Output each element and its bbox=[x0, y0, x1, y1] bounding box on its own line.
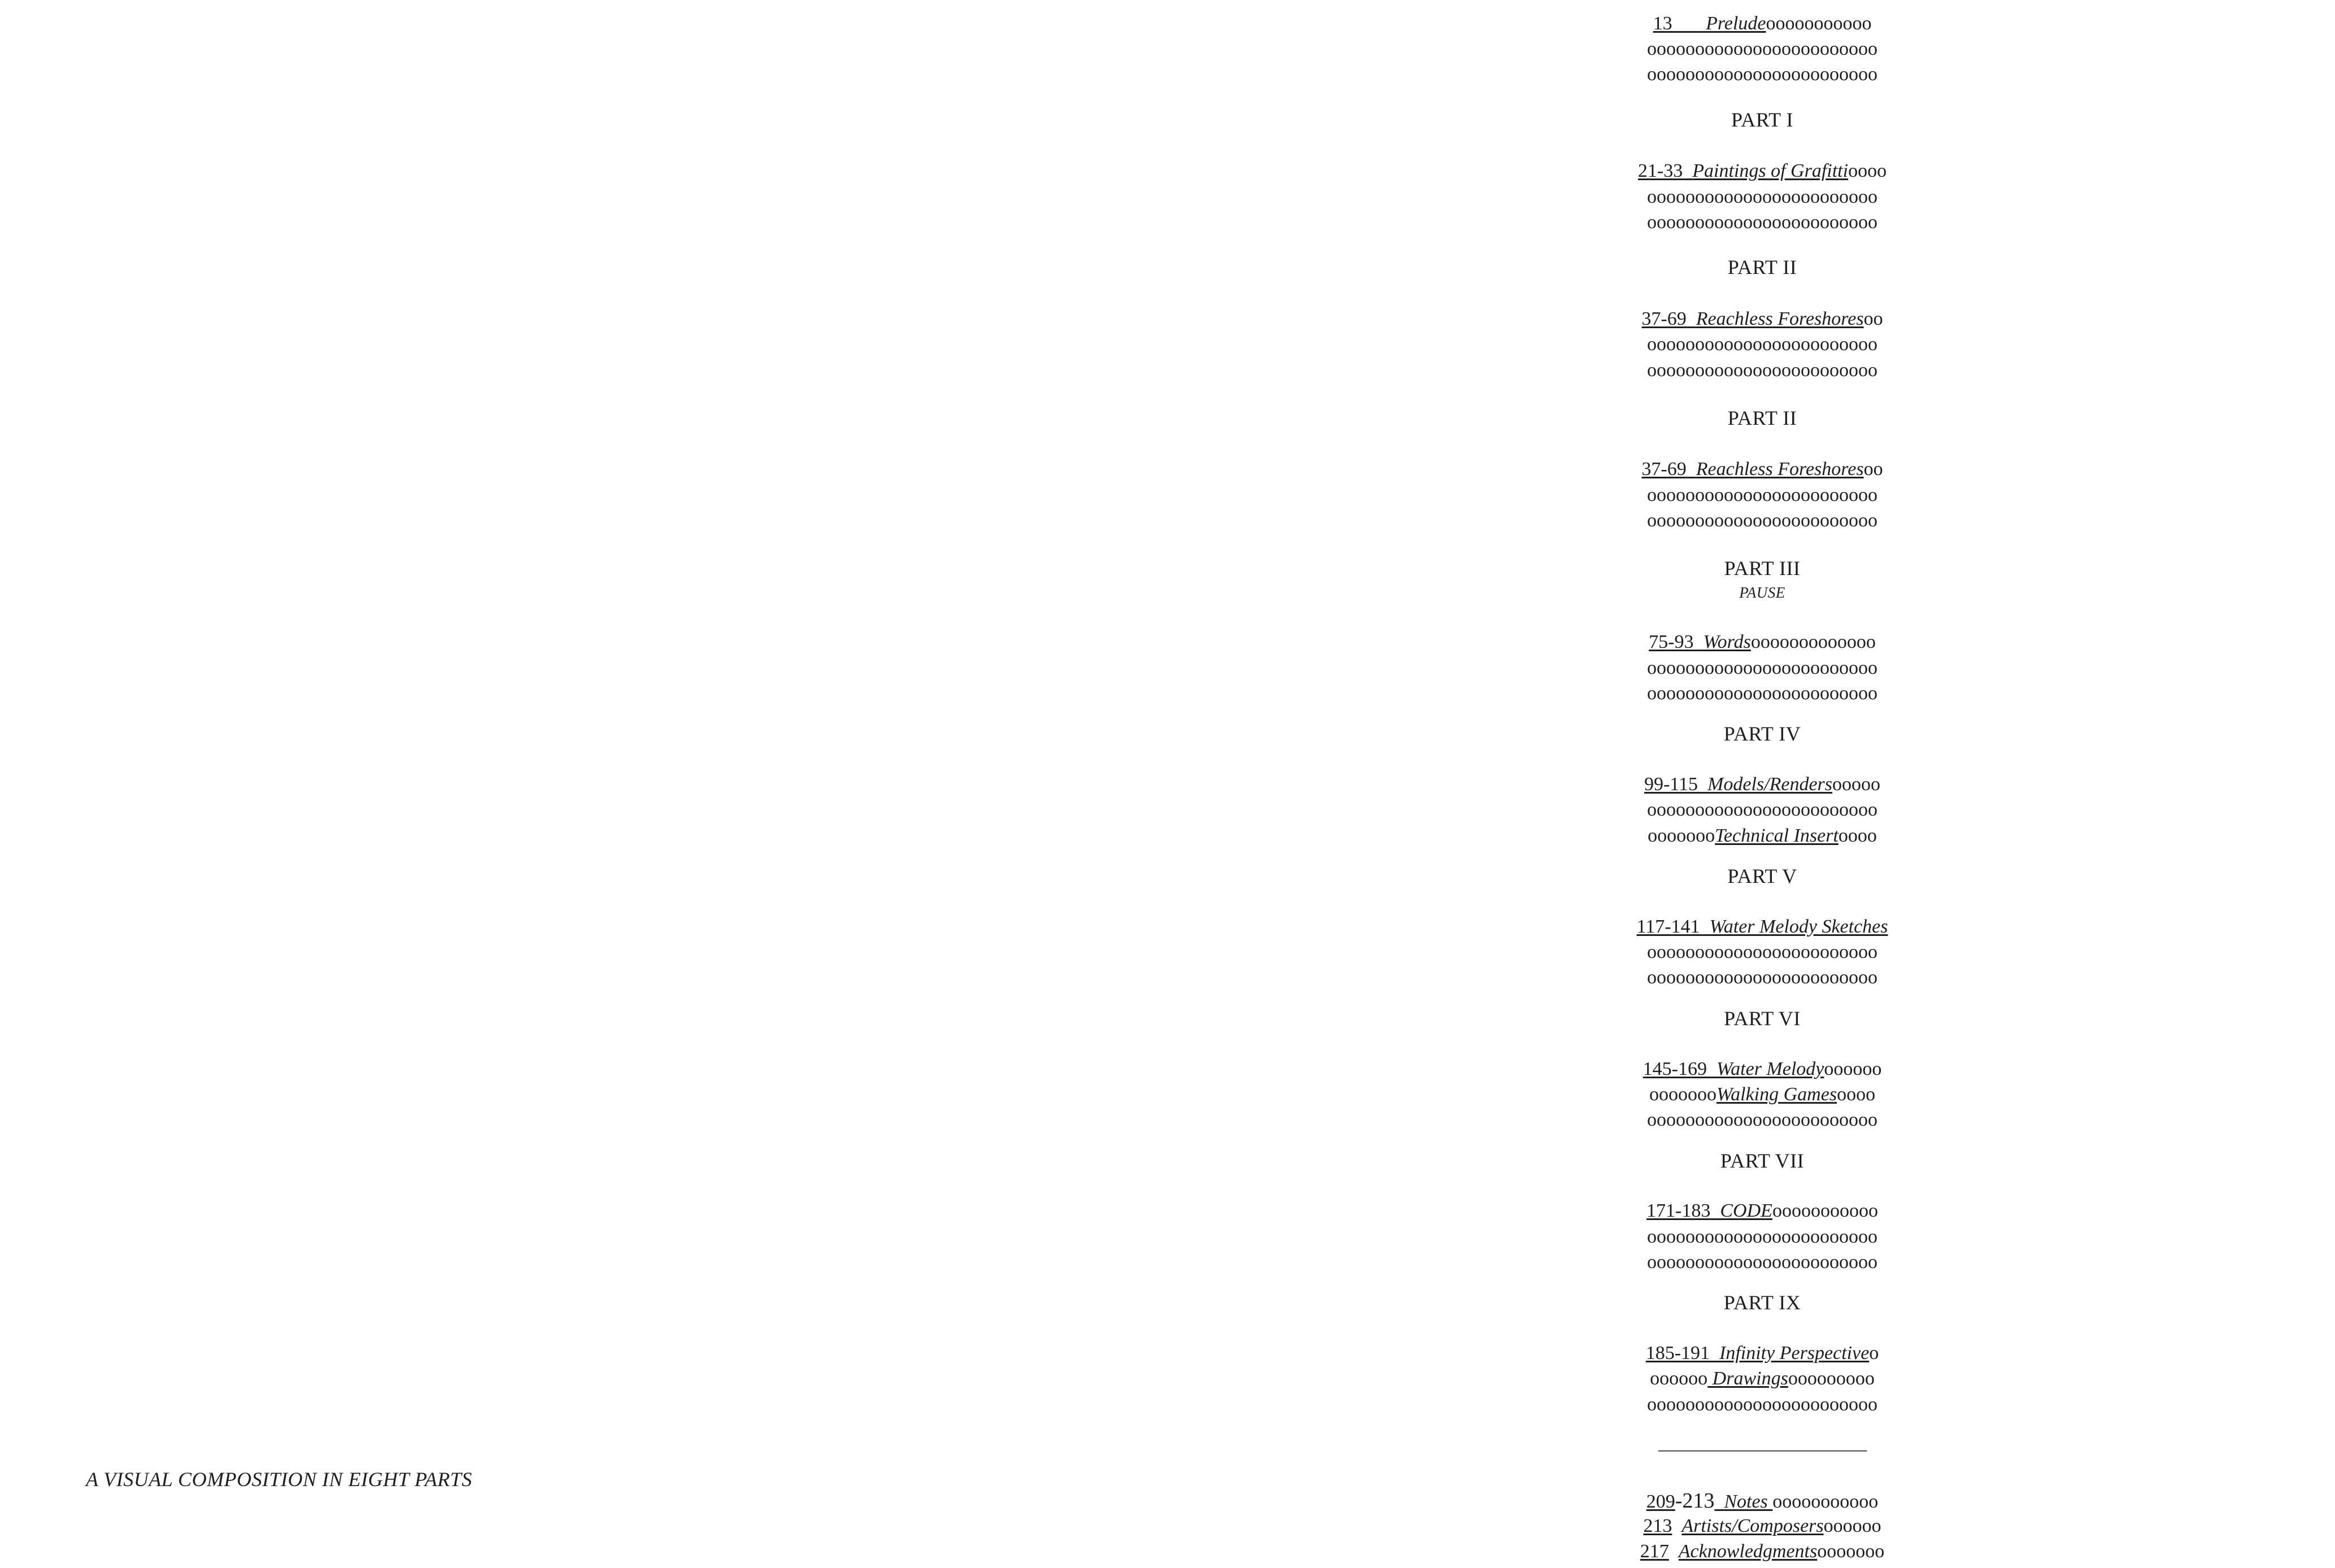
part-heading: PART IX bbox=[1723, 1291, 1801, 1314]
part-heading: PART II bbox=[1727, 407, 1797, 429]
toc-entry-part5[interactable] bbox=[1635, 916, 1889, 938]
toc-page-number: 99-115 bbox=[1644, 774, 1698, 795]
toc-entry-technical-insert[interactable] bbox=[1635, 825, 1889, 847]
toc-leader: ooooooo bbox=[1817, 1541, 1885, 1562]
toc-leader-row: oooooooooooooooooooooooo bbox=[1647, 942, 1877, 962]
toc-page-number: 13 bbox=[1653, 13, 1672, 34]
toc-title: Prelude bbox=[1706, 13, 1766, 34]
toc-page-number: 117-141 bbox=[1636, 916, 1700, 937]
toc-entry-walking-games[interactable] bbox=[1635, 1083, 1889, 1106]
toc-page-number: 37-69 bbox=[1641, 308, 1687, 329]
toc-leader: ooooooooooo bbox=[1772, 1200, 1878, 1221]
toc-entry-artists-composers[interactable] bbox=[1635, 1515, 1889, 1537]
toc-page-number: 209 bbox=[1646, 1491, 1675, 1512]
toc-entry-part4[interactable] bbox=[1635, 773, 1889, 796]
toc-page-number: 37-69 bbox=[1641, 459, 1687, 480]
table-of-contents bbox=[1635, 0, 1889, 1568]
toc-page-number: -213 bbox=[1675, 1489, 1715, 1513]
toc-page-number: 217 bbox=[1640, 1541, 1669, 1562]
toc-title: Reachless Foreshores bbox=[1696, 459, 1864, 480]
toc-leader: ooooooooooooo bbox=[1750, 631, 1876, 652]
toc-page-number: 21-33 bbox=[1637, 160, 1683, 181]
part-heading: PART V bbox=[1727, 865, 1797, 887]
toc-page-number: 185-191 bbox=[1645, 1343, 1710, 1364]
toc-title: Acknowledgments bbox=[1678, 1541, 1818, 1562]
toc-leader: ooooooo bbox=[1649, 1084, 1717, 1105]
toc-page-number: 171-183 bbox=[1646, 1200, 1711, 1221]
toc-entry-part1[interactable] bbox=[1635, 160, 1889, 182]
toc-title: CODE bbox=[1720, 1200, 1772, 1221]
toc-leader-row: oooooooooooooooooooooooo bbox=[1647, 64, 1877, 85]
toc-leader: ooooooooooo bbox=[1772, 1491, 1879, 1512]
toc-leader: ooooooooooo bbox=[1766, 13, 1872, 34]
toc-leader: ooooooo bbox=[1648, 825, 1715, 846]
toc-entry-part9[interactable] bbox=[1635, 1342, 1889, 1365]
toc-leader: oo bbox=[1863, 308, 1883, 329]
toc-leader-row: oooooooooooooooooooooooo bbox=[1647, 510, 1877, 531]
toc-leader-row: oooooooooooooooooooooooo bbox=[1647, 967, 1877, 988]
toc-leader-row: oooooooooooooooooooooooo bbox=[1647, 485, 1877, 506]
toc-leader-row: oooooooooooooooooooooooo bbox=[1647, 360, 1877, 381]
toc-entry-part3[interactable] bbox=[1635, 631, 1889, 654]
toc-page-number: 213 bbox=[1643, 1515, 1672, 1536]
toc-title: Infinity Perspective bbox=[1719, 1343, 1870, 1364]
toc-leader-row: oooooooooooooooooooooooo bbox=[1647, 657, 1877, 678]
toc-entry-part6[interactable] bbox=[1635, 1058, 1889, 1081]
part-subheading: PAUSE bbox=[1739, 584, 1785, 601]
toc-leader-row: oooooooooooooooooooooooo bbox=[1647, 1226, 1877, 1247]
toc-leader-row: oooooooooooooooooooooooo bbox=[1647, 1252, 1877, 1273]
toc-gap bbox=[1672, 13, 1706, 34]
toc-title: Water Melody Sketches bbox=[1709, 916, 1888, 937]
book-tagline: A VISUAL COMPOSITION IN EIGHT PARTS bbox=[86, 1468, 472, 1491]
toc-leader-row: oooooooooooooooooooooooo bbox=[1647, 186, 1877, 207]
toc-page-number: 75-93 bbox=[1649, 631, 1694, 652]
toc-entry-part2-repeat[interactable] bbox=[1635, 458, 1889, 481]
toc-title: Paintings of Grafitti bbox=[1692, 160, 1849, 181]
toc-title: Technical Insert bbox=[1715, 825, 1839, 846]
toc-title: Artists/Composers bbox=[1681, 1515, 1824, 1536]
toc-leader-row: oooooooooooooooooooooooo bbox=[1647, 212, 1877, 233]
toc-leader: ooooooooo bbox=[1788, 1368, 1875, 1389]
toc-leader-row: oooooooooooooooooooooooo bbox=[1647, 1109, 1877, 1130]
toc-leader: o bbox=[1869, 1343, 1879, 1364]
part-heading: PART VII bbox=[1720, 1149, 1805, 1172]
toc-title: Models/Renders bbox=[1707, 774, 1832, 795]
part-heading: PART VI bbox=[1724, 1007, 1801, 1030]
toc-entry-acknowledgments[interactable] bbox=[1635, 1540, 1889, 1563]
toc-leader-row: oooooooooooooooooooooooo bbox=[1647, 799, 1877, 820]
toc-title: Walking Games bbox=[1716, 1084, 1837, 1105]
toc-title: Words bbox=[1703, 631, 1751, 652]
part-heading: PART IV bbox=[1723, 722, 1801, 745]
toc-title: Notes bbox=[1724, 1491, 1773, 1512]
toc-entry-notes[interactable] bbox=[1635, 1489, 1889, 1512]
toc-title: Water Melody bbox=[1716, 1059, 1824, 1079]
toc-leader: oo bbox=[1863, 459, 1883, 480]
toc-leader: oooo bbox=[1838, 825, 1877, 846]
toc-leader: ooooo bbox=[1832, 774, 1880, 795]
toc-title: Drawings bbox=[1707, 1368, 1788, 1389]
toc-page-number: 145-169 bbox=[1643, 1059, 1707, 1079]
toc-leader: oooooo bbox=[1824, 1059, 1882, 1079]
toc-leader: oooooo bbox=[1650, 1368, 1708, 1389]
toc-entry-part2[interactable] bbox=[1635, 308, 1889, 330]
toc-leader-row: oooooooooooooooooooooooo bbox=[1647, 1394, 1877, 1415]
toc-leader: oooo bbox=[1837, 1084, 1876, 1105]
toc-leader: oooooo bbox=[1823, 1515, 1881, 1536]
toc-entry-part7[interactable] bbox=[1635, 1200, 1889, 1222]
toc-title: Reachless Foreshores bbox=[1696, 308, 1864, 329]
toc-leader: oooo bbox=[1848, 160, 1887, 181]
toc-entry-drawings[interactable] bbox=[1635, 1367, 1889, 1390]
part-heading: PART II bbox=[1727, 256, 1797, 278]
part-heading: PART III bbox=[1724, 557, 1801, 580]
toc-leader-row: oooooooooooooooooooooooo bbox=[1647, 334, 1877, 355]
toc-leader-row: oooooooooooooooooooooooo bbox=[1647, 38, 1877, 59]
toc-divider: _______________________ bbox=[1658, 1432, 1866, 1453]
toc-entry-prelude[interactable] bbox=[1635, 12, 1889, 35]
toc-leader-row: oooooooooooooooooooooooo bbox=[1647, 683, 1877, 704]
part-heading: PART I bbox=[1731, 108, 1793, 131]
